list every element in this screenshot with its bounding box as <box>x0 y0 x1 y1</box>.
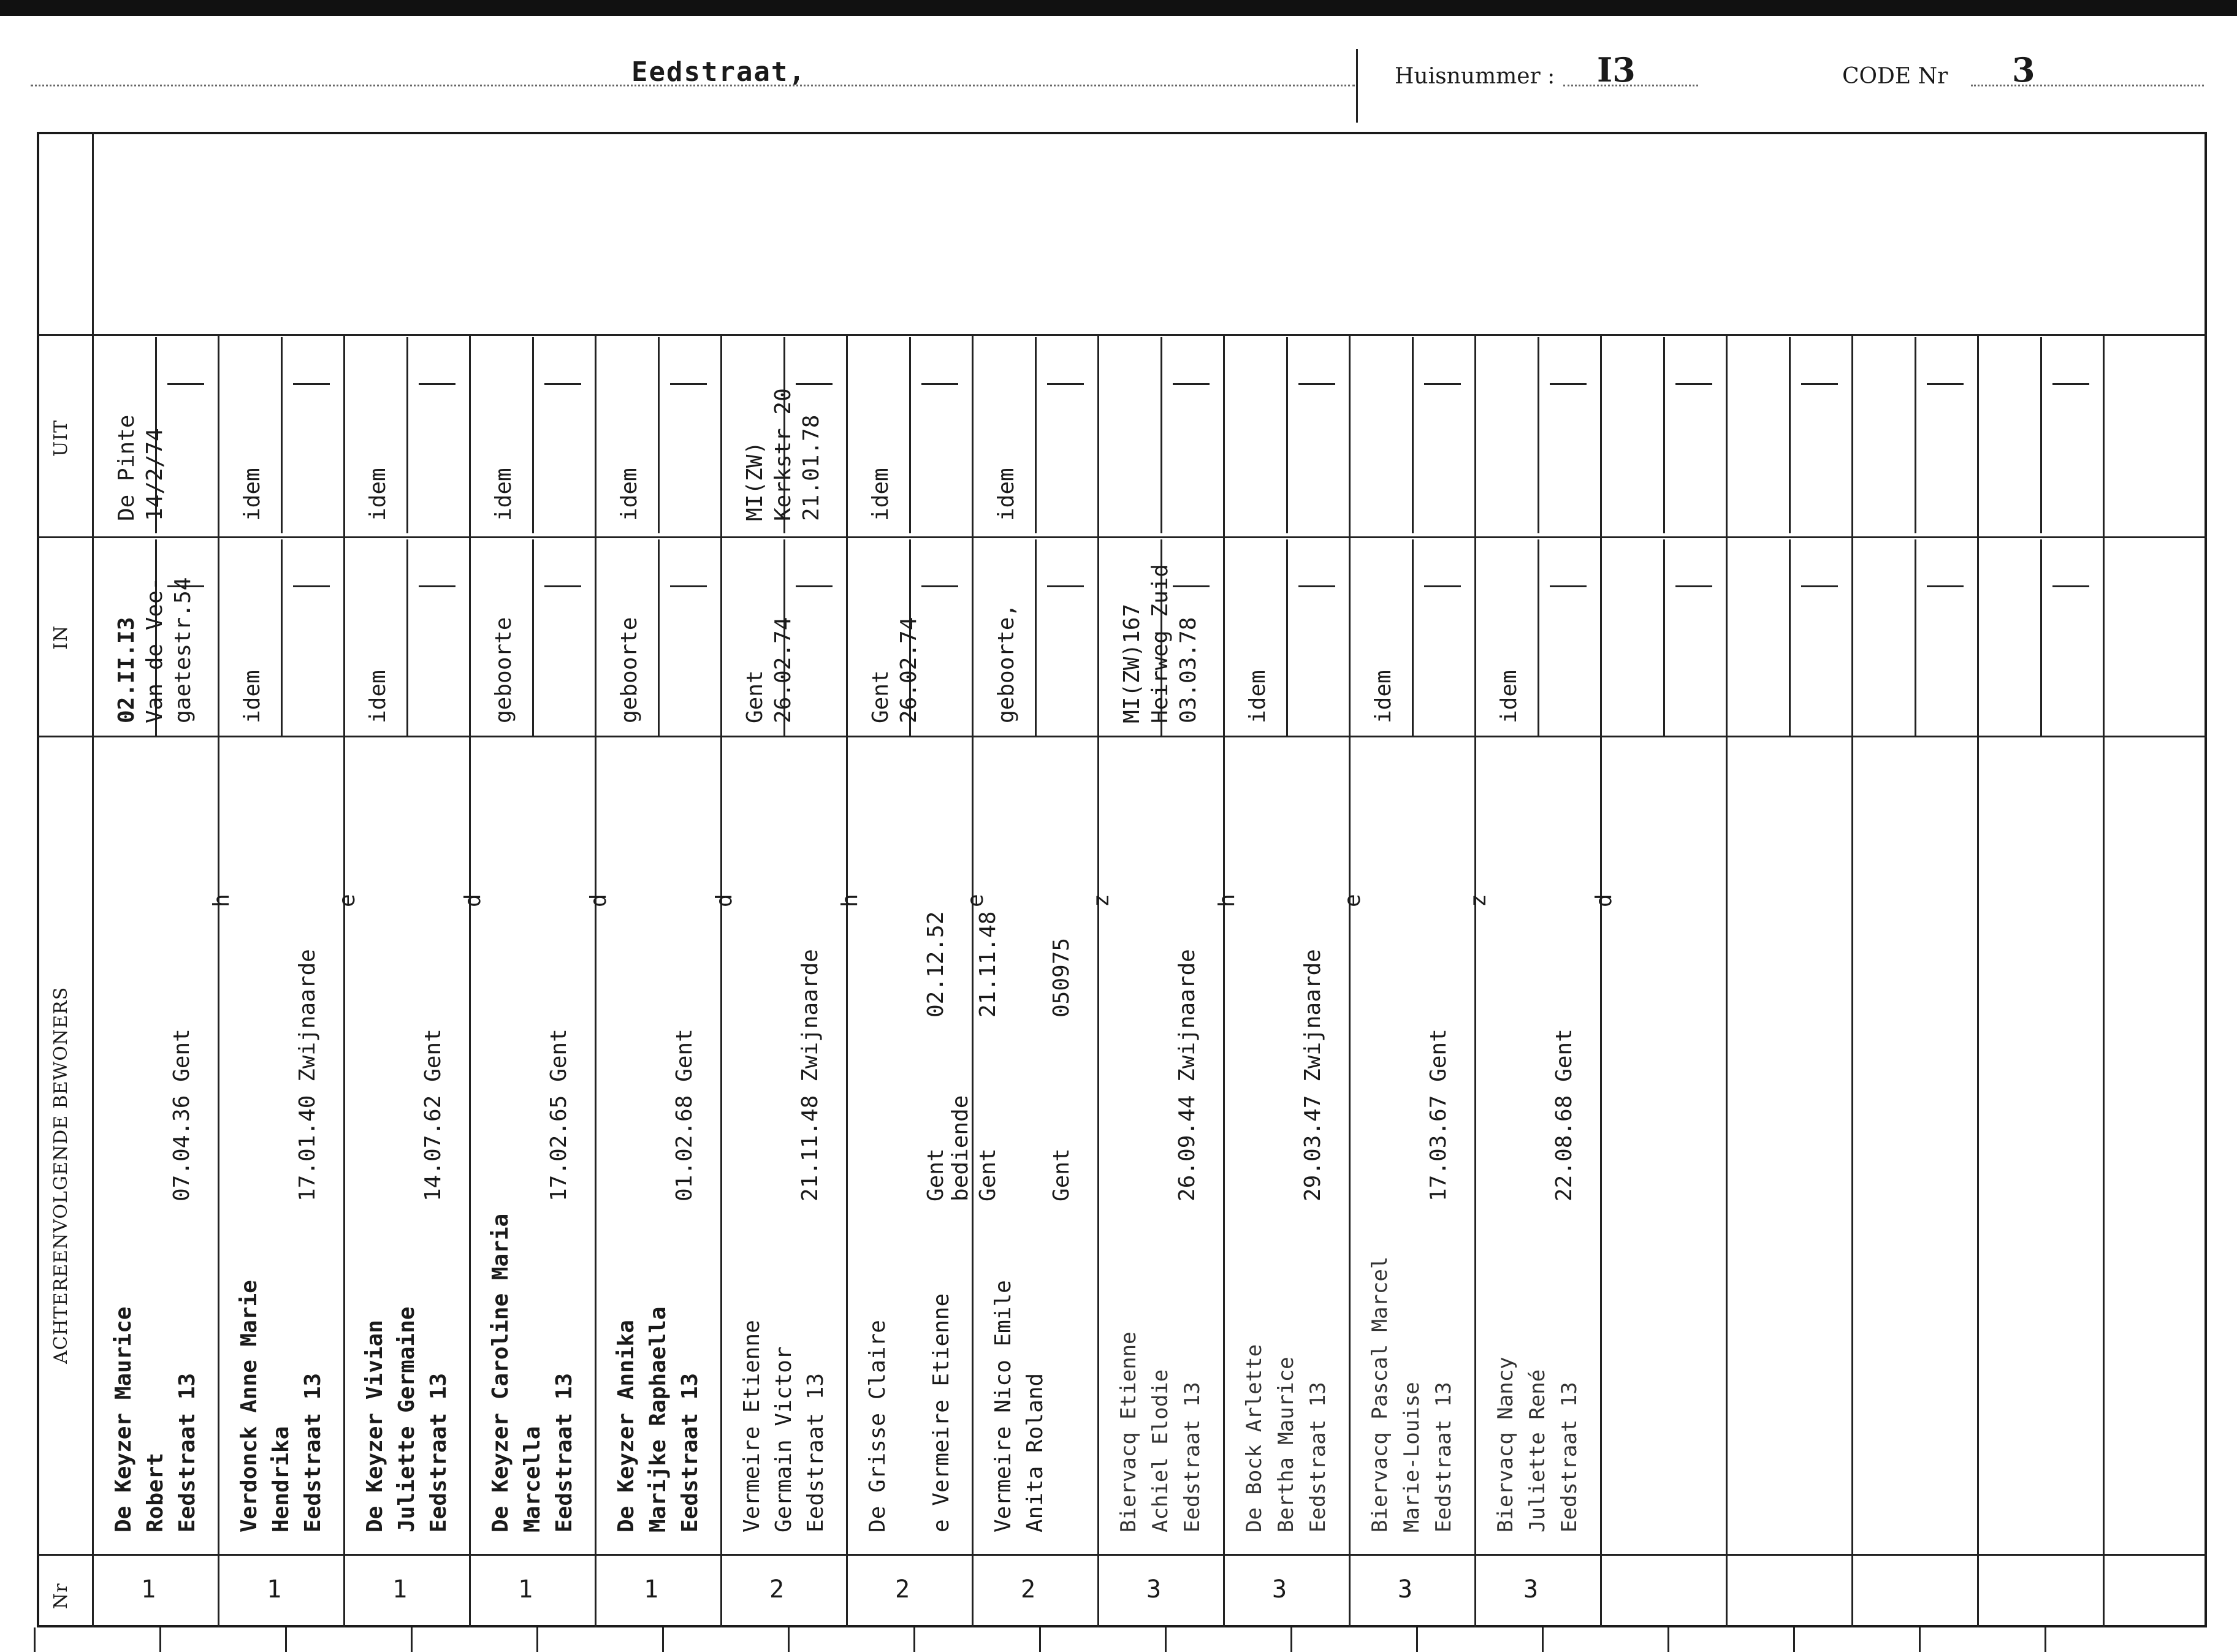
relation-code: d <box>712 894 737 907</box>
resident-name-line: De Keyzer Annika <box>614 1320 639 1532</box>
entry-nr: 1 <box>644 1575 659 1604</box>
bottom-tick <box>1290 1627 1292 1652</box>
resident-name-line: Eedstraat 13 <box>677 1372 703 1532</box>
bottom-tick <box>34 1627 36 1652</box>
resident-name-line: Anita Roland <box>1023 1372 1048 1532</box>
sub-column-divider <box>406 337 408 533</box>
column-divider <box>972 334 974 1627</box>
in-entry: idem <box>1371 670 1396 723</box>
in-entry: gaetestr.54 <box>170 577 196 723</box>
nr-column-label: Nr <box>50 1583 72 1609</box>
relation-code: d <box>460 894 486 907</box>
sub-column-divider <box>1915 337 1916 533</box>
sub-column-divider <box>1538 539 1539 736</box>
in-entry: 26.02.74 <box>771 617 796 723</box>
resident-name-line: Marcella <box>520 1426 545 1532</box>
relation-code: h <box>1214 894 1240 907</box>
sub-column-divider <box>909 337 911 533</box>
sub-column-divider <box>281 539 283 736</box>
blank-dash <box>1047 585 1084 587</box>
sub-column-divider <box>1412 539 1414 736</box>
residents-nr-divider <box>37 1554 2207 1556</box>
birth-place-date: Gent <box>1049 1148 1074 1201</box>
blank-dash <box>1927 383 1964 385</box>
column-divider <box>1600 334 1602 1627</box>
blank-dash <box>1424 383 1461 385</box>
resident-name-line: Marijke Raphaella <box>646 1306 671 1532</box>
column-divider <box>1097 334 1099 1627</box>
bottom-tick <box>1667 1627 1669 1652</box>
in-entry: 26.02.74 <box>896 617 921 723</box>
resident-name-line: De Keyzer Caroline Maria <box>488 1213 513 1532</box>
in-entry: Van de Vee- <box>142 577 167 723</box>
bottom-tick <box>536 1627 538 1652</box>
column-divider <box>595 334 596 1627</box>
resident-name-line: Germain Victor <box>771 1346 796 1532</box>
birth-place-date: 17.03.67 Gent <box>1426 1029 1451 1201</box>
in-entry: idem <box>1245 670 1270 723</box>
birth-place-2: Gent <box>975 1148 1000 1201</box>
column-divider <box>1851 334 1853 1627</box>
uit-entry: idem <box>365 468 391 521</box>
blank-dash <box>670 585 707 587</box>
resident-name-line: Achiel Elodie <box>1148 1369 1173 1532</box>
sub-column-divider <box>1789 539 1791 736</box>
bottom-tick <box>788 1627 790 1652</box>
bottom-tick <box>1165 1627 1167 1652</box>
resident-name-line: e Vermeire Etienne <box>929 1293 954 1532</box>
header-divider <box>1356 49 1358 123</box>
blank-dash <box>1801 585 1838 587</box>
blank-band-divider <box>37 334 2207 336</box>
code-number-value: 3 <box>2012 50 2035 89</box>
birth-place-date: 14.07.62 Gent <box>421 1029 446 1201</box>
house-number-value: I3 <box>1597 50 1636 89</box>
relation-code: z <box>1089 894 1114 907</box>
resident-name-line: De Keyzer Maurice <box>111 1306 136 1532</box>
entry-nr: 2 <box>1021 1575 1036 1604</box>
uit-entry: idem <box>240 468 265 521</box>
occupation: bediende <box>948 1095 973 1201</box>
birth-place-date: 21.11.48 Zwijnaarde <box>798 949 823 1201</box>
blank-dash <box>1927 585 1964 587</box>
in-entry: Gent <box>868 670 893 723</box>
entry-nr: 1 <box>518 1575 533 1604</box>
code-number-label: CODE Nr <box>1842 64 1948 89</box>
in-entry: 03.03.78 <box>1176 617 1201 723</box>
resident-name-line: Juliette Germaine <box>394 1306 419 1532</box>
column-divider <box>1349 334 1351 1627</box>
relation-code: h <box>837 894 863 907</box>
resident-name-line: De Keyzer Vivian <box>362 1320 387 1532</box>
sub-column-divider <box>1035 539 1037 736</box>
birth-place-date: 07.04.36 Gent <box>169 1029 194 1201</box>
resident-name-line: De Grisse Claire <box>865 1320 890 1532</box>
blank-dash <box>1550 383 1587 385</box>
resident-name-line: Eedstraat 13 <box>300 1372 326 1532</box>
in-entry: idem <box>365 670 391 723</box>
blank-dash <box>1675 383 1712 385</box>
uit-column-label: UIT <box>50 419 72 457</box>
in-entry: Heirweg Zuid <box>1148 563 1173 723</box>
bottom-tick <box>2045 1627 2046 1652</box>
blank-dash <box>1173 585 1210 587</box>
entry-nr: 1 <box>267 1575 282 1604</box>
birth-place-date: 29.03.47 Zwijnaarde <box>1300 949 1325 1201</box>
in-entry: idem <box>1496 670 1522 723</box>
sub-column-divider <box>658 539 660 736</box>
birth-place-date: 17.02.65 Gent <box>546 1029 571 1201</box>
in-residents-divider <box>37 736 2207 737</box>
sub-column-divider <box>532 539 534 736</box>
bottom-tick <box>1416 1627 1418 1652</box>
entry-nr: 3 <box>1146 1575 1162 1604</box>
sub-column-divider <box>1412 337 1414 533</box>
label-column-divider <box>92 132 94 1627</box>
resident-name-line: De Bock Arlette <box>1242 1344 1267 1532</box>
column-divider <box>343 334 345 1627</box>
column-divider <box>1474 334 1476 1627</box>
resident-name-line: Eedstraat 13 <box>1306 1382 1330 1532</box>
column-divider <box>1977 334 1979 1627</box>
uit-entry: De Pinte <box>114 414 139 521</box>
in-entry: Gent <box>742 670 768 723</box>
relation-code: d <box>586 894 611 907</box>
sub-column-divider <box>1915 539 1916 736</box>
resident-name-line: Marie-Louise <box>1400 1382 1424 1532</box>
resident-name-line: Juliette René <box>1525 1369 1550 1532</box>
sub-column-divider <box>1663 337 1665 533</box>
blank-dash <box>796 585 833 587</box>
birth-place-date: 22.08.68 Gent <box>1552 1029 1577 1201</box>
blank-dash <box>2052 383 2089 385</box>
blank-dash <box>670 383 707 385</box>
bottom-tick <box>285 1627 287 1652</box>
uit-entry: idem <box>994 468 1019 521</box>
bottom-tick <box>1039 1627 1041 1652</box>
sub-column-divider <box>1789 337 1791 533</box>
in-entry: MI(ZW)167 <box>1119 603 1145 723</box>
blank-dash <box>167 383 204 385</box>
relation-code: d <box>1591 894 1617 907</box>
entry-nr: 2 <box>769 1575 785 1604</box>
in-entry: geboorte, <box>994 603 1019 723</box>
sub-column-divider <box>1160 337 1162 533</box>
blank-dash <box>921 585 958 587</box>
relation-code: e <box>963 894 988 907</box>
birth-place-date: 17.01.40 Zwijnaarde <box>295 949 320 1201</box>
birth-place-date: 01.02.68 Gent <box>672 1029 697 1201</box>
uit-entry: idem <box>617 468 642 521</box>
sub-column-divider <box>532 337 534 533</box>
bottom-tick <box>913 1627 915 1652</box>
entry-nr: 3 <box>1398 1575 1413 1604</box>
resident-name-line: Vermeire Nico Emile <box>991 1280 1016 1532</box>
in-entry: geboorte <box>617 617 642 723</box>
column-divider <box>218 334 219 1627</box>
resident-name-line: Vermeire Etienne <box>739 1320 764 1532</box>
blank-dash <box>1298 383 1335 385</box>
resident-name-line: Bertha Maurice <box>1274 1357 1298 1532</box>
sub-column-divider <box>658 337 660 533</box>
date-extra: 050975 <box>1049 937 1074 1018</box>
blank-dash <box>419 383 455 385</box>
uit-entry: 21.01.78 <box>799 414 824 521</box>
resident-name-line: Eedstraat 13 <box>1557 1382 1582 1532</box>
blank-dash <box>293 383 330 385</box>
bottom-tick <box>1919 1627 1921 1652</box>
blank-dash <box>1298 585 1335 587</box>
blank-dash <box>1424 585 1461 587</box>
top-edge-bar <box>0 0 2237 16</box>
uit-entry: idem <box>491 468 516 521</box>
entry-nr: 1 <box>392 1575 408 1604</box>
resident-name-line: Biervacq Nancy <box>1493 1357 1518 1532</box>
resident-name-line: Eedstraat 13 <box>426 1372 451 1532</box>
column-divider <box>1726 334 1728 1627</box>
in-column-label: IN <box>50 625 72 650</box>
house-number-label: Huisnummer : <box>1395 64 1555 89</box>
blank-dash <box>1550 585 1587 587</box>
resident-name-line: Eedstraat 13 <box>1180 1382 1205 1532</box>
sub-column-divider <box>1286 539 1288 736</box>
uit-in-divider <box>37 536 2207 538</box>
date-extra: 02.12.52 <box>923 911 948 1018</box>
resident-name-line: Hendrika <box>269 1426 294 1532</box>
uit-entry: 14/2/74 <box>142 428 167 521</box>
relation-code: h <box>209 894 234 907</box>
blank-dash <box>1047 383 1084 385</box>
sub-column-divider <box>281 337 283 533</box>
code-number-dots <box>1971 85 2204 86</box>
in-entry: idem <box>240 670 265 723</box>
sub-column-divider <box>1538 337 1539 533</box>
bottom-tick <box>1542 1627 1544 1652</box>
blank-dash <box>921 383 958 385</box>
blank-dash <box>1173 383 1210 385</box>
blank-dash <box>1801 383 1838 385</box>
resident-name-line: Eedstraat 13 <box>552 1372 577 1532</box>
blank-dash <box>544 383 581 385</box>
residents-column-label: ACHTEREENVOLGENDE BEWONERS <box>50 986 72 1364</box>
sub-column-divider <box>1286 337 1288 533</box>
uit-entry: idem <box>868 468 893 521</box>
entry-nr: 2 <box>895 1575 910 1604</box>
blank-dash <box>2052 585 2089 587</box>
blank-dash <box>419 585 455 587</box>
bottom-tick <box>1793 1627 1795 1652</box>
entry-nr: 1 <box>141 1575 156 1604</box>
uit-entry: Kerkstr 20 <box>771 388 796 521</box>
resident-name-line: Eedstraat 13 <box>175 1372 200 1532</box>
column-divider <box>846 334 848 1627</box>
relation-code: e <box>1340 894 1365 907</box>
uit-entry: MI(ZW) <box>742 441 768 521</box>
sub-column-divider <box>406 539 408 736</box>
sub-column-divider <box>1663 539 1665 736</box>
in-entry: geboorte <box>491 617 516 723</box>
column-divider <box>1223 334 1225 1627</box>
resident-name-line: Robert <box>143 1452 168 1532</box>
relation-code: e <box>335 894 360 907</box>
birth-place-date: 26.09.44 Zwijnaarde <box>1175 949 1200 1201</box>
resident-name-line: Eedstraat 13 <box>803 1372 828 1532</box>
bottom-tick <box>411 1627 413 1652</box>
entry-nr: 3 <box>1272 1575 1287 1604</box>
resident-name-line: Biervacq Etienne <box>1116 1331 1141 1532</box>
birth-place-date: Gent <box>923 1148 948 1201</box>
date-extra-2: 21.11.48 <box>975 911 1000 1018</box>
sub-column-divider <box>2040 337 2042 533</box>
column-divider <box>720 334 722 1627</box>
blank-dash <box>544 585 581 587</box>
bottom-tick <box>662 1627 664 1652</box>
blank-dash <box>796 383 833 385</box>
sub-column-divider <box>2040 539 2042 736</box>
bottom-tick <box>159 1627 161 1652</box>
column-divider <box>469 334 471 1627</box>
resident-name-line: Eedstraat 13 <box>1431 1382 1456 1532</box>
resident-name-line: Verdonck Anne Marie <box>237 1280 262 1532</box>
blank-dash <box>1675 585 1712 587</box>
blank-dash <box>293 585 330 587</box>
relation-code: z <box>1466 894 1491 907</box>
entry-nr: 3 <box>1523 1575 1539 1604</box>
in-entry: 02.II.I3 <box>114 617 139 723</box>
sub-column-divider <box>1035 337 1037 533</box>
resident-name-line: Biervacq Pascal Marcel <box>1368 1256 1392 1532</box>
street-name: Eedstraat, <box>631 56 806 88</box>
column-divider <box>2103 334 2105 1627</box>
